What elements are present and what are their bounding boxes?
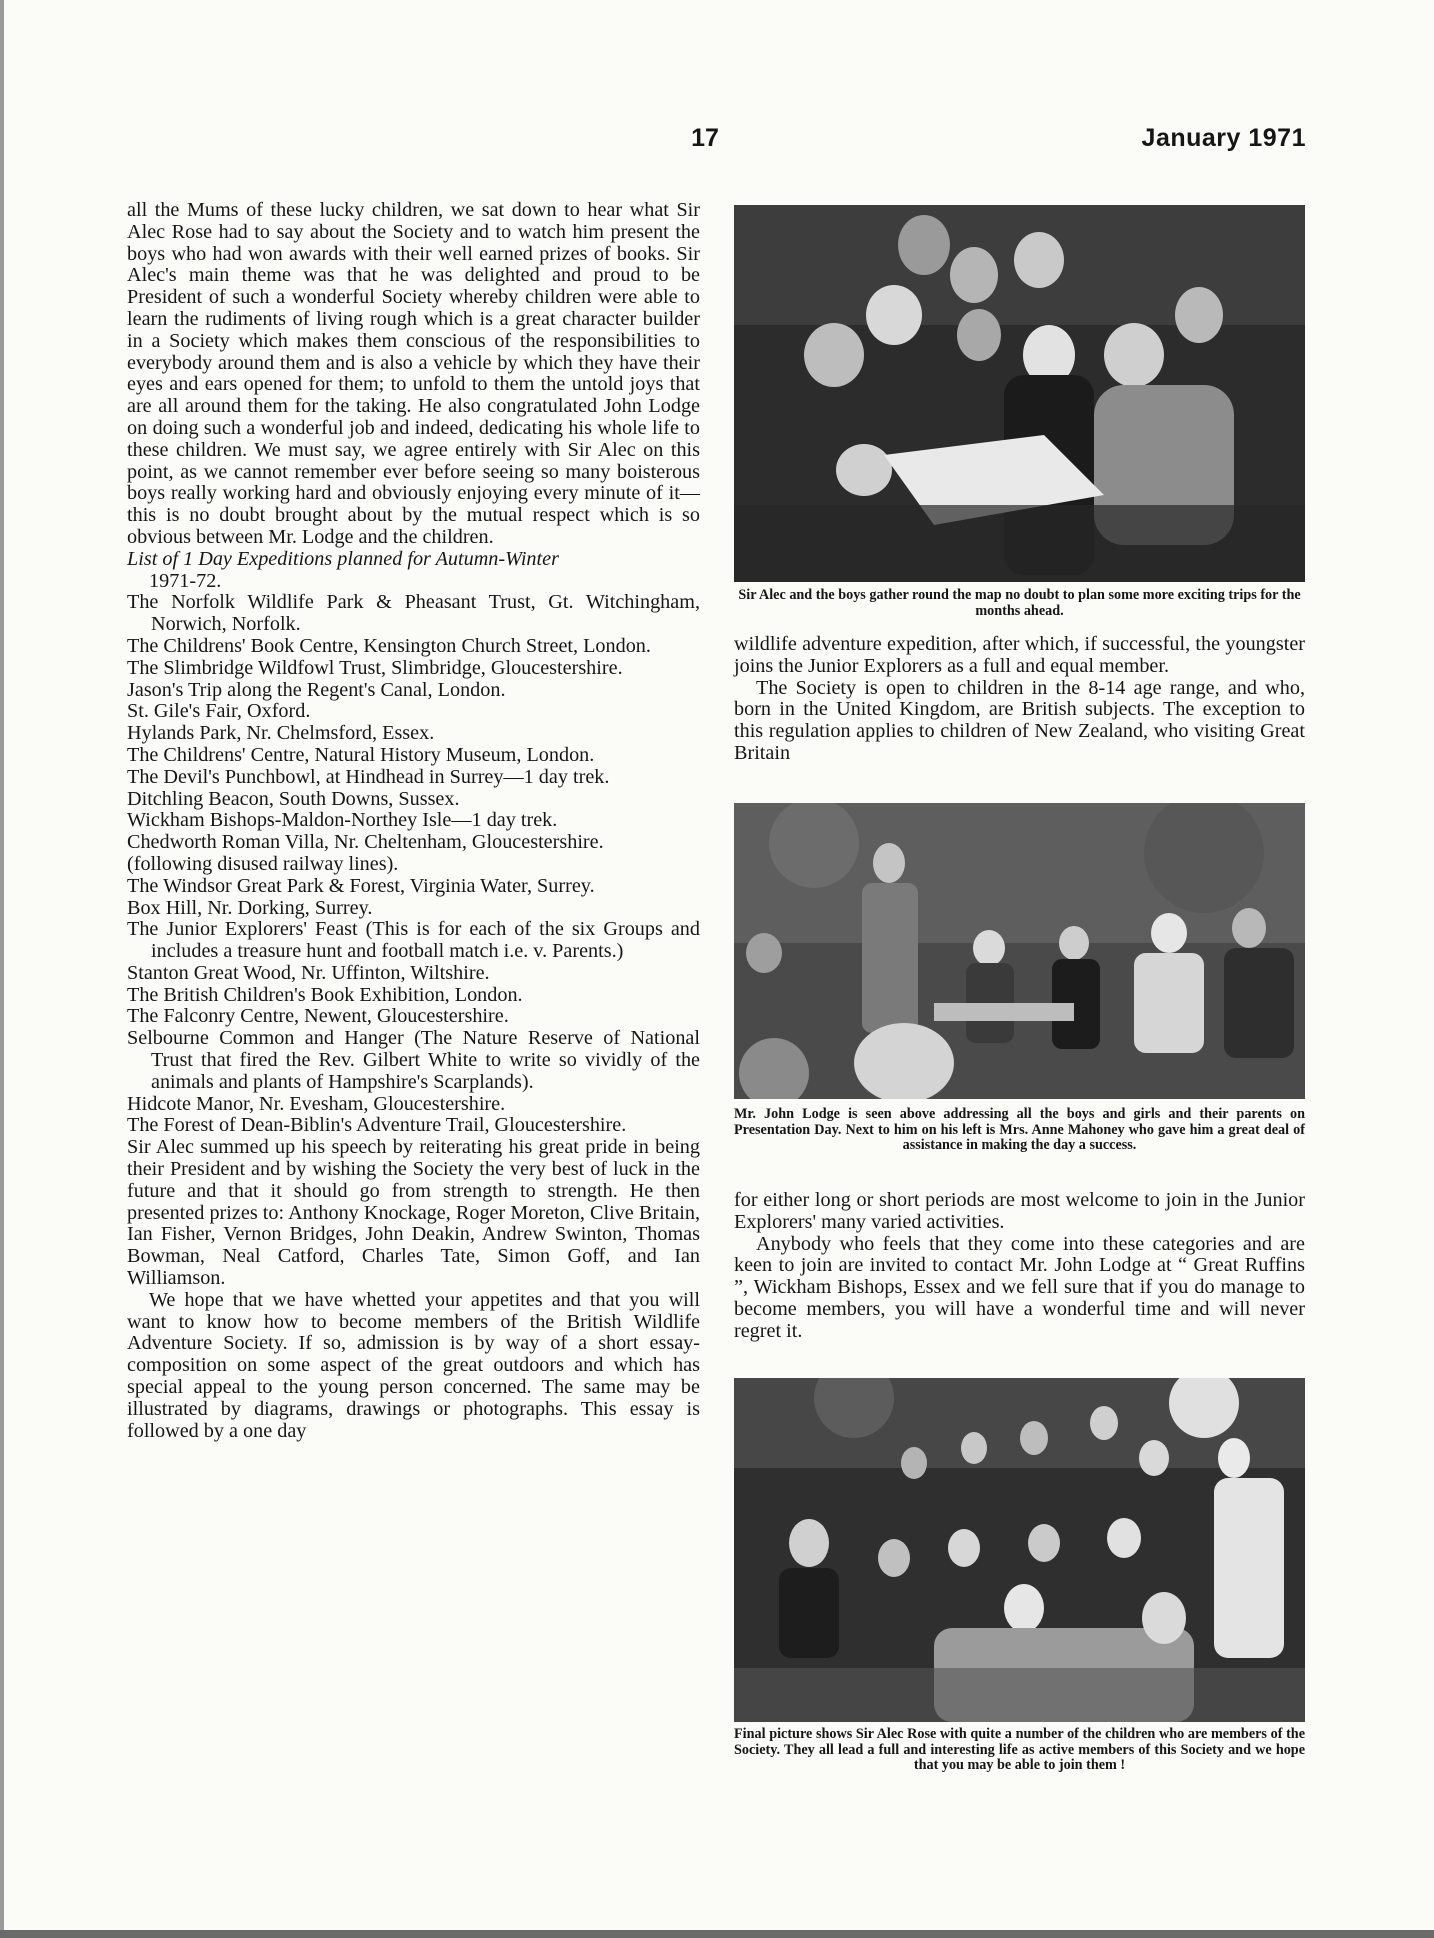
- photo-group-children: [734, 1378, 1305, 1722]
- photo-group-children-image: [734, 1378, 1305, 1722]
- page-number: 17: [691, 124, 719, 152]
- photo-map-gathering: [734, 205, 1305, 582]
- list-item: Hylands Park, Nr. Chelmsford, Essex.: [127, 722, 435, 745]
- list-item: The Windsor Great Park & Forest, Virginia Water, Surrey.: [127, 874, 595, 897]
- list-item: The Slimbridge Wildfowl Trust, Slimbridge, Gloucestershire.: [127, 656, 623, 679]
- issue-date: January 1971: [1141, 124, 1306, 152]
- list-item: Stanton Great Wood, Nr. Uffinton, Wiltshire.: [127, 961, 490, 984]
- list-item: (following disused railway lines).: [127, 852, 399, 875]
- list-item: The Devil's Punchbowl, at Hindhead in Surrey—1 day trek.: [127, 765, 610, 788]
- right-paragraph-2: The Society is open to children in the 8-14 age range, and who, born in the United Kingdom, are British subjects. The exception to this regulation applies to children of New Zealand, who visiting Great Britain: [734, 676, 1305, 764]
- photo-presentation-day: [734, 803, 1305, 1099]
- list-item: The Forest of Dean-Biblin's Adventure Trail, Gloucestershire.: [127, 1114, 627, 1137]
- photo-caption-3: Final picture shows Sir Alec Rose with quite a number of the children who are members of the Society. They all lead a full and interesting life as active members of this Society and we hope that you may be able to join them !: [734, 1726, 1305, 1774]
- photo-caption-1: Sir Alec and the boys gather round the map no doubt to plan some more exciting trips for the months ahead.: [738, 587, 1301, 619]
- list-item: St. Gile's Fair, Oxford.: [127, 700, 311, 723]
- list-item: Ditchling Beacon, South Downs, Sussex.: [127, 787, 460, 810]
- list-item: Box Hill, Nr. Dorking, Surrey.: [127, 896, 373, 919]
- page-edge-shadow: [0, 0, 4, 1938]
- expedition-list-year: 1971-72.: [149, 569, 222, 592]
- list-item: The Junior Explorers' Feast (This is for each of the six Groups and includes a treasure hunt and football match i.e. v. Parents.): [127, 918, 700, 963]
- summary-paragraph: Sir Alec summed up his speech by reiterating his great pride in being their President and by wishing the Society the very best of luck in the future and that it should go from strength to strength. He then presented prizes to: Anthony Knockage, Roger Moreton, Clive Britain, Ian Fisher, Vernon Bridges, John Deakin, Andrew Swinton, Thomas Bowman, Neal Catford, Charles Tate, Simon Goff, and Ian Williamson.: [127, 1136, 700, 1290]
- right-paragraph-1: wildlife adventure expedition, after which, if successful, the youngster joins the Junior Explorers as a full and equal member.: [734, 633, 1305, 677]
- list-item: Selbourne Common and Hanger (The Nature Reserve of National Trust that fired the Rev. Gilbert White to write so vividly of the animals and plants of Hampshire's Scarplands).: [127, 1027, 700, 1093]
- expedition-list-heading: List of 1 Day Expeditions planned for Autumn-Winter: [127, 547, 559, 570]
- expedition-list-title: [127, 549, 700, 593]
- photo-map-gathering-image: [734, 205, 1305, 582]
- photo-caption-2: Mr. John Lodge is seen above addressing all the boys and girls and their parents on Presentation Day. Next to him on his left is Mrs. Anne Mahoney who gave him a great deal of assistance in making the day a success.: [734, 1106, 1305, 1154]
- list-item: The Falconry Centre, Newent, Gloucestershire.: [127, 1005, 509, 1028]
- list-item: Chedworth Roman Villa, Nr. Cheltenham, Gloucestershire.: [127, 831, 604, 854]
- list-item: The Childrens' Centre, Natural History Museum, London.: [127, 743, 595, 766]
- list-item: The Norfolk Wildlife Park & Pheasant Trust, Gt. Witchingham, Norwich, Norfolk.: [127, 591, 700, 636]
- intro-paragraph: all the Mums of these lucky children, we sat down to hear what Sir Alec Rose had to say about the Society and to watch him present the boys who had won awards with their well earned prizes of books. Sir Alec's main theme was that he was delighted and proud to be President of such a wonderful Society whereby children were able to learn the rudiments of living rough which is a great character builder in a Society which makes them conscious of the responsibilities to everybody around them and is also a vehicle by which they have their eyes and ears opened for them; to unfold to them the untold joys that are all around them for the taking. He also congratulated John Lodge on doing such a wonderful job and indeed, dedicating his whole life to these children. We must say, we agree entirely with Sir Alec on this point, as we cannot remember ever before seeing so many boisterous boys really working hard and obviously enjoying every minute of it—this is no doubt brought about by the mutual respect which is so obvious between Mr. Lodge and the children.: [127, 199, 700, 548]
- photo-presentation-day-image: [734, 803, 1305, 1099]
- right-paragraph-3: for either long or short periods are most welcome to join in the Junior Explorers' many varied activities.: [734, 1189, 1305, 1233]
- list-item: Hidcote Manor, Nr. Evesham, Gloucestershire.: [127, 1092, 506, 1115]
- list-item: Jason's Trip along the Regent's Canal, London.: [127, 678, 506, 701]
- list-item: The Childrens' Book Centre, Kensington Church Street, London.: [127, 634, 651, 657]
- scan-bottom-edge: [0, 1930, 1434, 1938]
- expedition-list: [127, 592, 700, 1137]
- right-paragraph-4: Anybody who feels that they come into these categories and are keen to join are invited to contact Mr. John Lodge at “ Great Ruffins ”, Wickham Bishops, Essex and we fell sure that if you do manage to become members, you will have a wonderful time and will never regret it.: [734, 1232, 1305, 1342]
- left-column: [127, 200, 700, 1442]
- right-column-text-2: [734, 1190, 1305, 1343]
- list-item: The British Children's Book Exhibition, London.: [127, 983, 523, 1006]
- list-item: Wickham Bishops-Maldon-Northey Isle—1 day trek.: [127, 809, 558, 832]
- closing-paragraph: We hope that we have whetted your appetites and that you will want to know how to become members of the British Wildlife Adventure Society. If so, admission is by way of a short essay-composition on some aspect of the great outdoors and which has special appeal to the young person concerned. The same may be illustrated by diagrams, drawings or photographs. This essay is followed by a one day: [127, 1288, 700, 1442]
- right-column-text-1: [734, 634, 1305, 765]
